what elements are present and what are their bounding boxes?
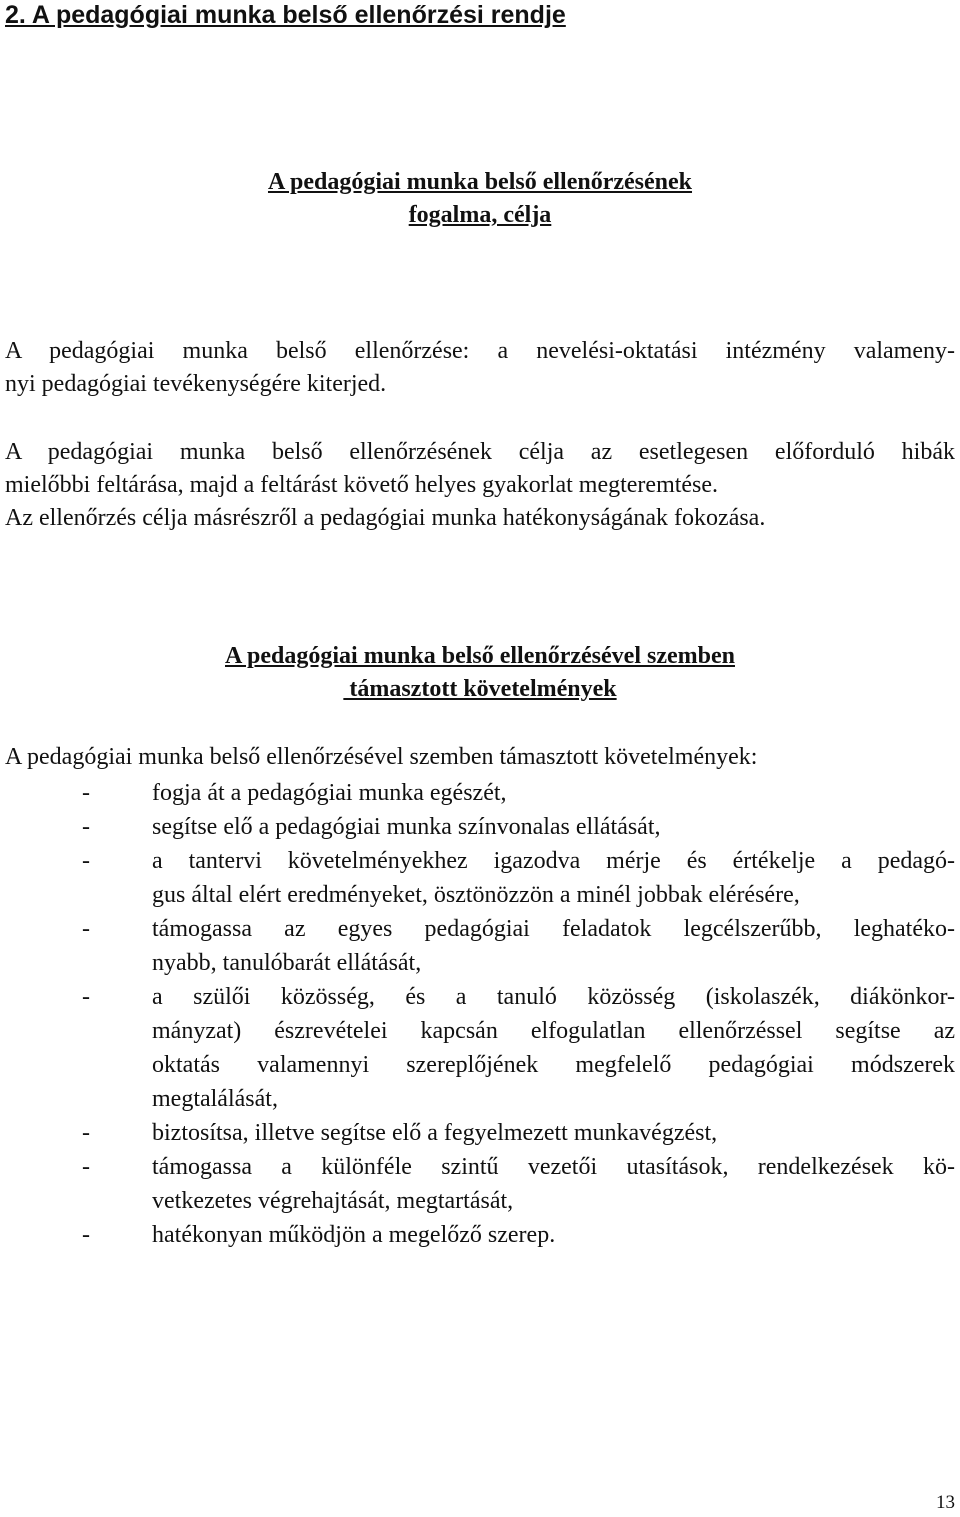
list-item — [5, 1218, 955, 1252]
section-heading-line: támasztott követelmények — [343, 676, 617, 702]
list-item — [5, 1150, 955, 1218]
list-item-text — [152, 810, 955, 844]
list-item-line: a szülői közösség, és a tanuló közösség (iskolaszék, diákönkor- — [152, 984, 955, 1010]
list-item — [5, 776, 955, 810]
paragraph-line: nyi pedagógiai tevékenységére kiterjed. — [5, 371, 387, 397]
list-item-text — [152, 776, 955, 810]
list-item-line: biztosítsa, illetve segítse elő a fegyelmezett munkavégzést, — [152, 1120, 718, 1146]
paragraph-line: A pedagógiai munka belső ellenőrzésének célja az esetlegesen előforduló hibák — [5, 439, 955, 465]
list-item-line: segítse elő a pedagógiai munka színvonalas ellátását, — [152, 814, 661, 840]
list-item — [5, 980, 955, 1116]
list-item-text — [152, 1116, 955, 1150]
list-item-line: támogassa az egyes pedagógiai feladatok legcélszerűbb, leghatéko- — [152, 916, 955, 942]
list-dash: - — [82, 1120, 90, 1146]
list-item-text — [152, 980, 955, 1116]
list-item-line: a tantervi követelményekhez igazodva mérje és értékelje a pedagó- — [152, 848, 955, 874]
list-item-line: vetkezetes végrehajtását, megtartását, — [152, 1188, 514, 1214]
list-dash: - — [82, 848, 90, 874]
list-intro: A pedagógiai munka belső ellenőrzésével szemben támasztott követelmények: — [5, 744, 758, 770]
section-heading-line: A pedagógiai munka belső ellenőrzésével szemben — [225, 643, 735, 669]
list-dash: - — [82, 984, 90, 1010]
section-heading-line: fogalma, célja — [408, 202, 552, 228]
list-item-line: gus által elért eredményeket, ösztönözzön a minél jobbak elérésére, — [152, 882, 800, 908]
list-item-line: megtalálását, — [152, 1086, 278, 1112]
list-item — [5, 844, 955, 912]
list-item-line: nyabb, tanulóbarát ellátását, — [152, 950, 422, 976]
list-item-line: hatékonyan működjön a megelőző szerep. — [152, 1222, 556, 1248]
list-dash: - — [82, 916, 90, 942]
paragraph-definition — [5, 335, 955, 401]
list-item-line: támogassa a különféle szintű vezetői utasítások, rendelkezések kö- — [152, 1154, 955, 1180]
page-number: 13 — [936, 1492, 955, 1513]
paragraph-line: Az ellenőrzés célja másrészről a pedagógiai munka hatékonyságának fokozása. — [5, 505, 766, 531]
paragraph-line: A pedagógiai munka belső ellenőrzése: a nevelési-oktatási intézmény valameny- — [5, 338, 955, 364]
list-dash: - — [82, 1222, 90, 1248]
list-dash: - — [82, 780, 90, 806]
list-item-text — [152, 1150, 955, 1218]
list-item — [5, 912, 955, 980]
list-item — [5, 1116, 955, 1150]
list-item-line: fogja át a pedagógiai munka egészét, — [152, 780, 507, 806]
paragraph-purpose — [5, 436, 955, 535]
list-item-text — [152, 1218, 955, 1252]
section-heading-requirements — [0, 640, 960, 706]
paragraph-line: mielőbbi feltárása, majd a feltárást követő helyes gyakorlat megteremtése. — [5, 472, 719, 498]
list-dash: - — [82, 814, 90, 840]
list-item — [5, 810, 955, 844]
list-item-text — [152, 912, 955, 980]
list-dash: - — [82, 1154, 90, 1180]
list-item-line: mányzat) észrevételei kapcsán elfogulatlan ellenőrzéssel segítse az — [152, 1018, 955, 1044]
requirements-list — [5, 776, 955, 1252]
section-heading-line: A pedagógiai munka belső ellenőrzésének — [267, 169, 693, 195]
list-item-line: oktatás valamennyi szereplőjének megfelelő pedagógiai módszerek — [152, 1052, 955, 1078]
chapter-heading: 2. A pedagógiai munka belső ellenőrzési rendje — [5, 1, 566, 29]
section-heading-concept — [0, 166, 960, 232]
list-item-text — [152, 844, 955, 912]
